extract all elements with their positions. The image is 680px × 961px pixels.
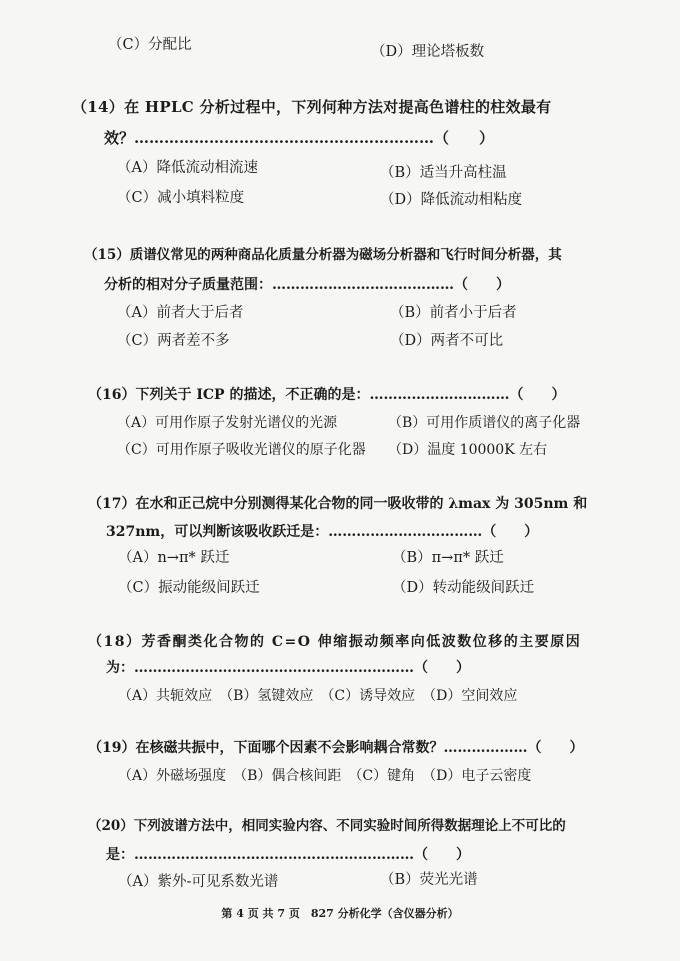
q17-stem-line1: （17）在水和正己烷中分别测得某化合物的同一吸收带的 λmax 为 305nm 和 (88, 496, 588, 512)
q16-option-d: （D）温度 10000K 左右 (388, 442, 548, 458)
q13-option-d: （D）理论塔板数 (371, 44, 485, 60)
q15-option-b: （B）前者小于后者 (390, 305, 517, 321)
q18-options: （A）共轭效应 （B）氢键效应 （C）诱导效应 （D）空间效应 (118, 688, 518, 704)
q17-option-b: （B）π→π* 跃迁 (392, 550, 504, 566)
q15-option-c: （C）两者差不多 (117, 333, 230, 349)
page-footer: 第 4 页 共 7 页 827 分析化学（含仪器分析） (221, 907, 459, 920)
q20-stem-line2: 是：……………………………………………………（ ） (106, 847, 470, 863)
q20-stem-line1: （20）下列波谱方法中，相同实验内容、不同实验时间所得数据理论上不可比的 (88, 818, 566, 834)
q14-option-b: （B）适当升高柱温 (380, 165, 507, 181)
q16-option-a: （A）可用作原子发射光谱仪的光源 (117, 415, 338, 431)
q17-option-d: （D）转动能级间跃迁 (392, 580, 535, 596)
q19-stem-line1: （19）在核磁共振中，下面哪个因素不会影响耦合常数？………………（ ） (88, 740, 584, 756)
q16-option-c: （C）可用作原子吸收光谱仪的原子化器 (117, 442, 366, 458)
q18-stem-line1: （18）芳香酮类化合物的 C=O 伸缩振动频率向低波数位移的主要原因 (88, 634, 582, 650)
q14-option-d: （D）降低流动相粘度 (380, 192, 523, 208)
q20-option-a: （A）紫外-可见系数光谱 (118, 874, 279, 890)
q14-option-c: （C）减小填料粒度 (117, 190, 245, 206)
q18-stem-line2: 为：……………………………………………………（ ） (106, 660, 470, 676)
q16-option-b: （B）可用作质谱仪的离子化器 (388, 415, 581, 431)
q15-stem-line2: 分析的相对分子质量范围：…………………………………（ ） (104, 277, 510, 293)
q13-option-c: （C）分配比 (108, 37, 192, 53)
q14-stem-line1: （14）在 HPLC 分析过程中，下列何种方法对提高色谱柱的柱效最有 (72, 98, 552, 116)
q15-stem-line1: （15）质谱仪常见的两种商品化质量分析器为磁场分析器和飞行时间分析器，其 (84, 247, 562, 263)
q14-stem-line2: 效？……………………………………………………（ ） (104, 129, 495, 147)
q17-option-a: （A）n→π* 跃迁 (118, 550, 230, 566)
q16-stem-line1: （16）下列关于 ICP 的描述，不正确的是：…………………………（ ） (88, 387, 566, 403)
q19-options: （A）外磁场强度 （B）偶合核间距 （C）键角 （D）电子云密度 (118, 768, 532, 784)
q15-option-d: （D）两者不可比 (390, 333, 504, 349)
q20-option-b: （B）荧光光谱 (380, 872, 478, 888)
q17-option-c: （C）振动能级间跃迁 (118, 580, 260, 596)
q17-stem-line2: 327nm，可以判断该吸收跃迁是：……………………………（ ） (106, 524, 539, 540)
q15-option-a: （A）前者大于后者 (117, 305, 244, 321)
q14-option-a: （A）降低流动相流速 (117, 160, 258, 176)
